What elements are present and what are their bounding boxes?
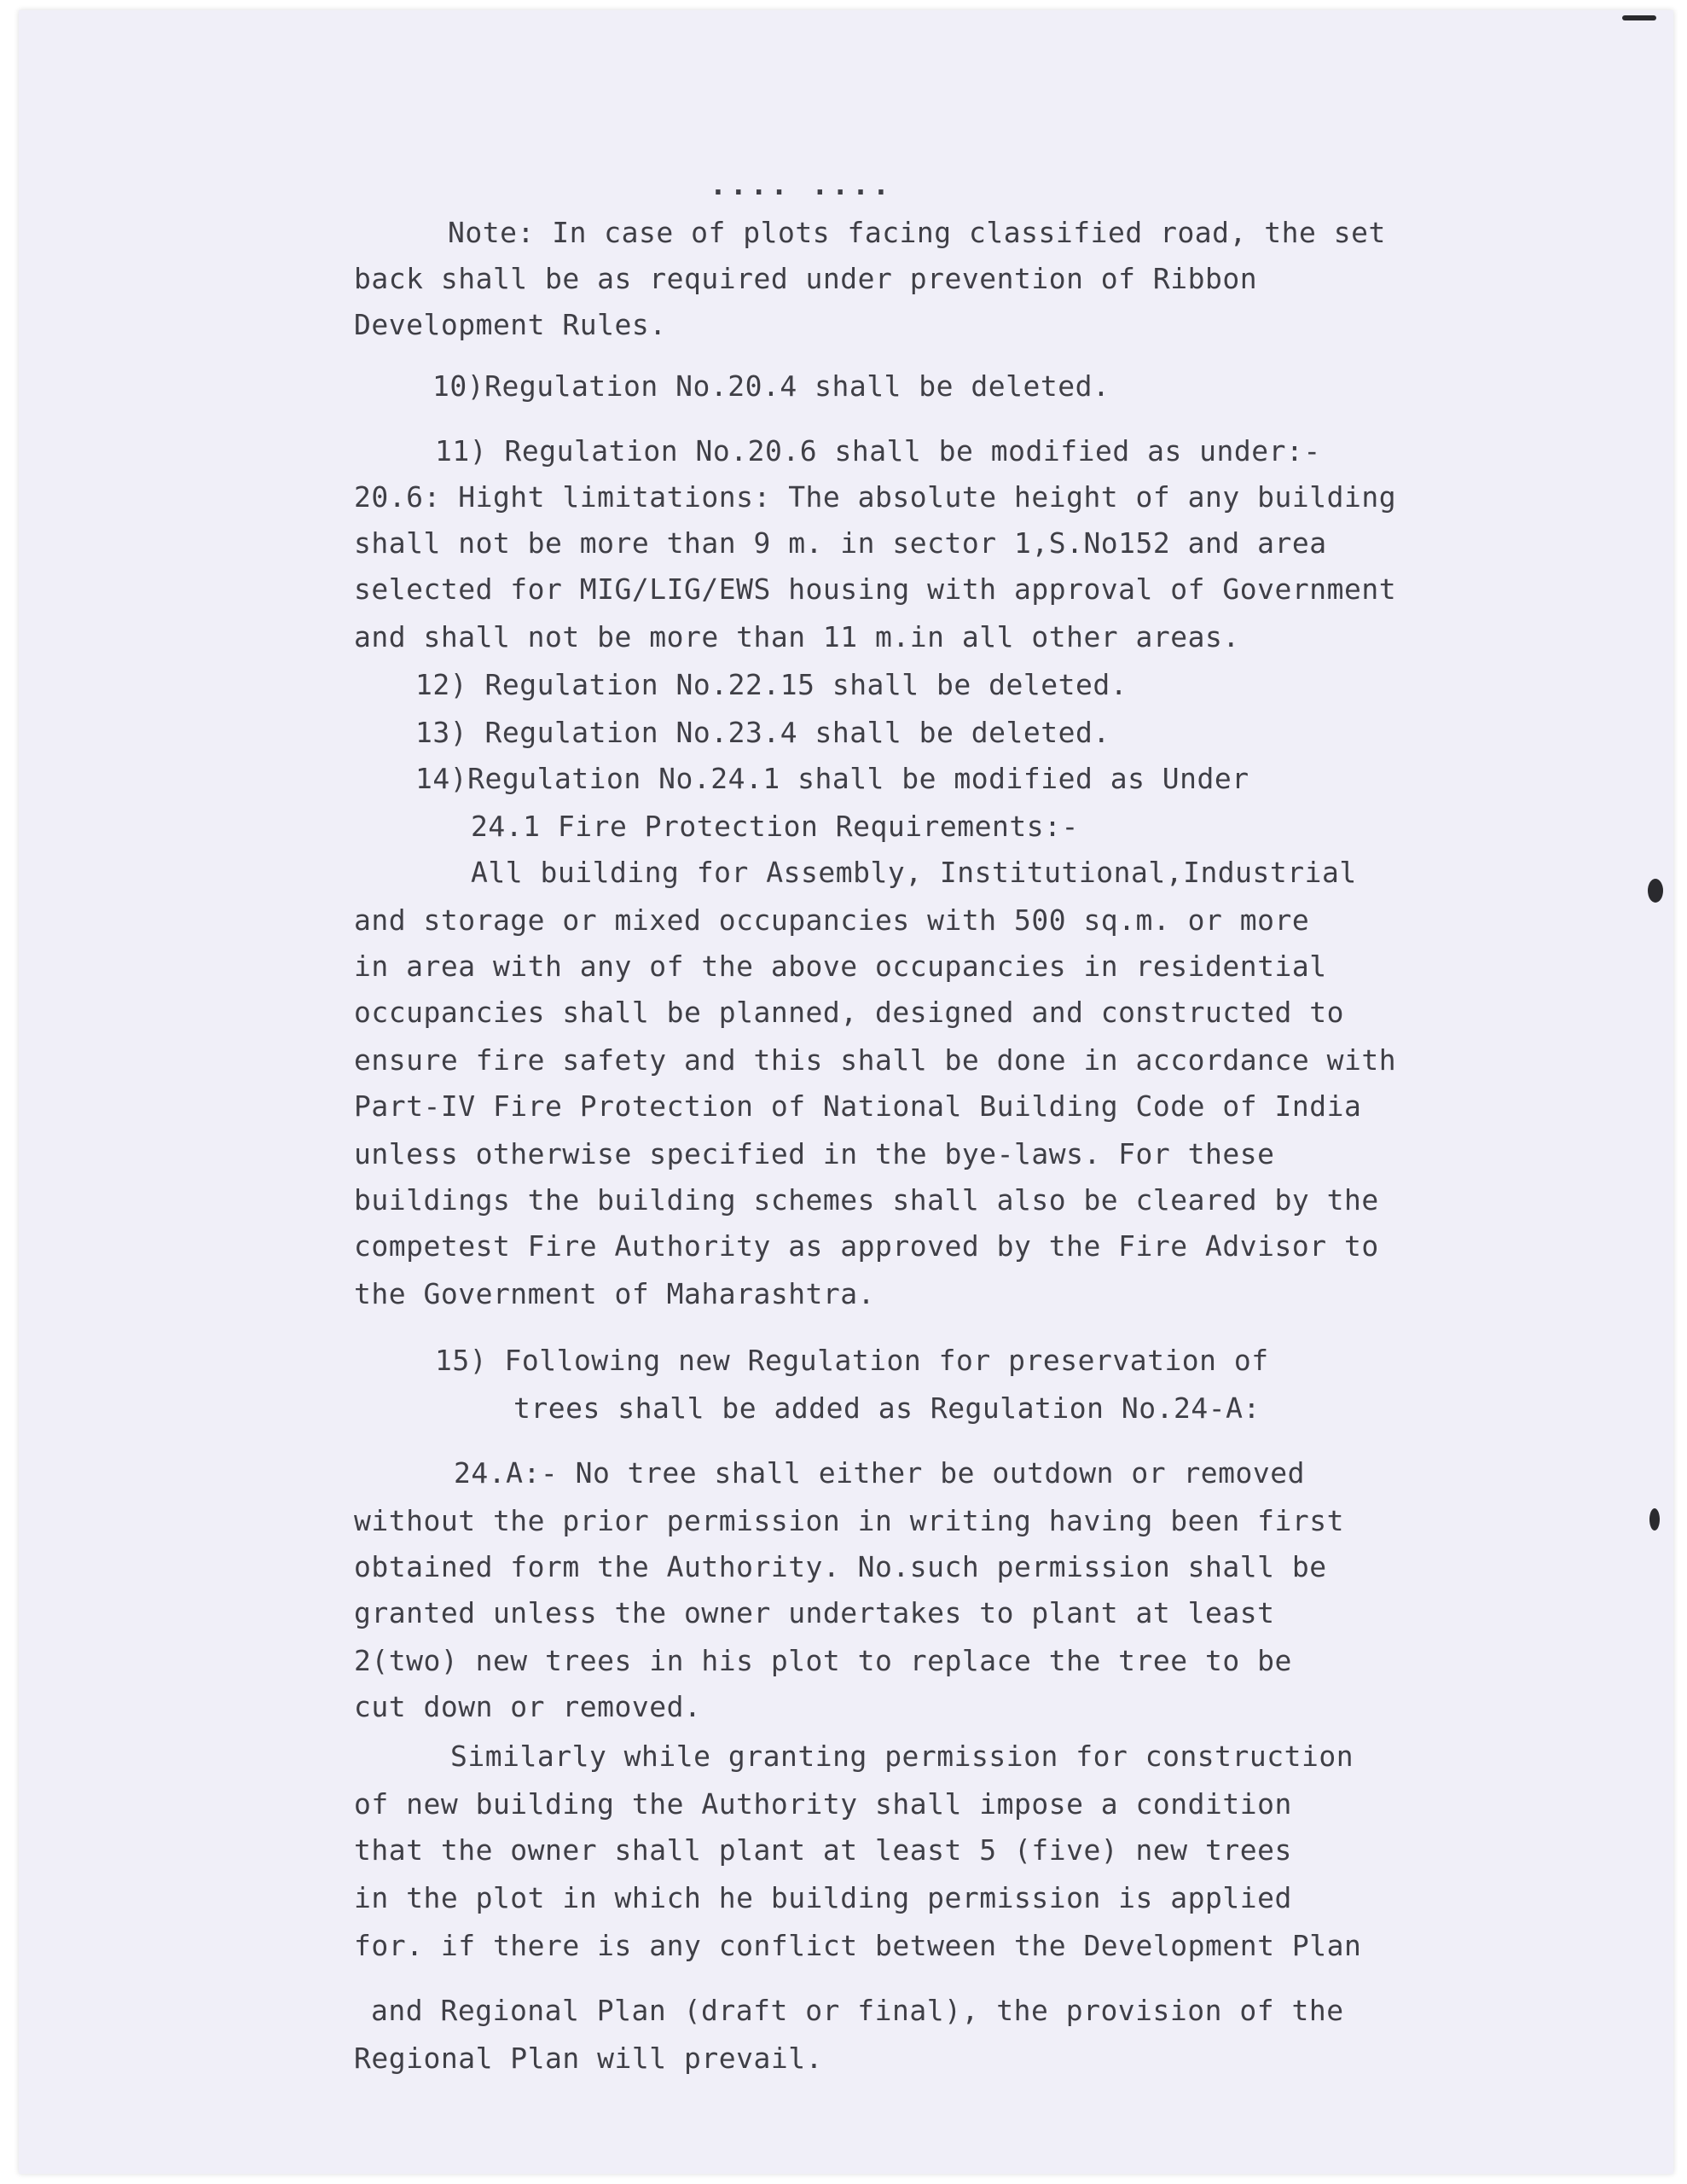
closing-line-1: Similarly while granting permission for construction — [450, 1740, 1354, 1773]
regulation-15-line-1: 15) Following new Regulation for preservation of — [435, 1344, 1269, 1377]
regulation-14-line-6: occupancies shall be planned, designed and constructed to — [354, 996, 1344, 1029]
regulation-11-line-5: and shall not be more than 11 m.in all other areas. — [354, 620, 1240, 653]
regulation-15-line-4: without the prior permission in writing having been first — [354, 1504, 1344, 1537]
regulation-14-line-9: unless otherwise specified in the bye-laws. For these — [354, 1137, 1275, 1170]
ink-speck — [1622, 15, 1656, 20]
regulation-15-line-6: granted unless the owner undertakes to plant at least — [354, 1596, 1275, 1629]
closing-line-2: of new building the Authority shall impose a condition — [354, 1787, 1292, 1821]
regulation-14-line-8: Part-IV Fire Protection of National Building Code of India — [354, 1089, 1362, 1123]
regulation-15-line-2: trees shall be added as Regulation No.24-A: — [513, 1391, 1261, 1425]
closing-line-4: in the plot in which he building permission is applied — [354, 1881, 1292, 1914]
regulation-12-line: 12) Regulation No.22.15 shall be deleted. — [415, 668, 1128, 701]
regulation-14-line-2: 24.1 Fire Protection Requirements:- — [471, 810, 1079, 843]
closing-line-7: Regional Plan will prevail. — [354, 2042, 823, 2075]
regulation-14-line-1: 14)Regulation No.24.1 shall be modified as Under — [415, 762, 1249, 795]
regulation-14-line-11: competest Fire Authority as approved by the Fire Advisor to — [354, 1229, 1379, 1263]
ink-speck — [1648, 879, 1663, 903]
regulation-14-line-10: buildings the building schemes shall also be cleared by the — [354, 1183, 1379, 1217]
regulation-10-line: 10)Regulation No.20.4 shall be deleted. — [432, 369, 1110, 403]
scanned-page — [19, 10, 1673, 2174]
regulation-15-line-3: 24.A:- No tree shall either be outdown or removed — [454, 1456, 1306, 1490]
regulation-13-line: 13) Regulation No.23.4 shall be deleted. — [415, 716, 1110, 749]
regulation-15-line-5: obtained form the Authority. No.such permission shall be — [354, 1550, 1327, 1583]
regulation-11-line-2: 20.6: Hight limitations: The absolute height of any building — [354, 480, 1397, 514]
ink-speck — [1649, 1508, 1660, 1531]
closing-line-5: for. if there is any conflict between the Development Plan — [354, 1929, 1362, 1962]
regulation-14-line-4: and storage or mixed occupancies with 500 sq.m. or more — [354, 903, 1310, 937]
closing-line-3: that the owner shall plant at least 5 (five) new trees — [354, 1833, 1292, 1867]
separator-dots: .... .... — [710, 168, 893, 201]
regulation-15-line-7: 2(two) new trees in his plot to replace the tree to be — [354, 1644, 1292, 1677]
regulation-14-line-5: in area with any of the above occupancies in residential — [354, 950, 1327, 983]
regulation-14-line-12: the Government of Maharashtra. — [354, 1277, 876, 1310]
closing-line-6: and Regional Plan (draft or final), the provision of the — [371, 1994, 1344, 2027]
note-line-2: back shall be as required under prevention of Ribbon — [354, 262, 1258, 295]
regulation-11-line-3: shall not be more than 9 m. in sector 1,S.No152 and area — [354, 526, 1327, 560]
note-line-3: Development Rules. — [354, 308, 667, 341]
regulation-14-line-7: ensure fire safety and this shall be done in accordance with — [354, 1043, 1397, 1077]
note-line-1: Note: In case of plots facing classified road, the set — [448, 216, 1386, 249]
regulation-15-line-8: cut down or removed. — [354, 1690, 702, 1723]
regulation-11-line-4: selected for MIG/LIG/EWS housing with approval of Government — [354, 572, 1397, 606]
regulation-14-line-3: All building for Assembly, Institutional,Industrial — [471, 856, 1357, 889]
regulation-11-line-1: 11) Regulation No.20.6 shall be modified as under:- — [435, 434, 1321, 468]
